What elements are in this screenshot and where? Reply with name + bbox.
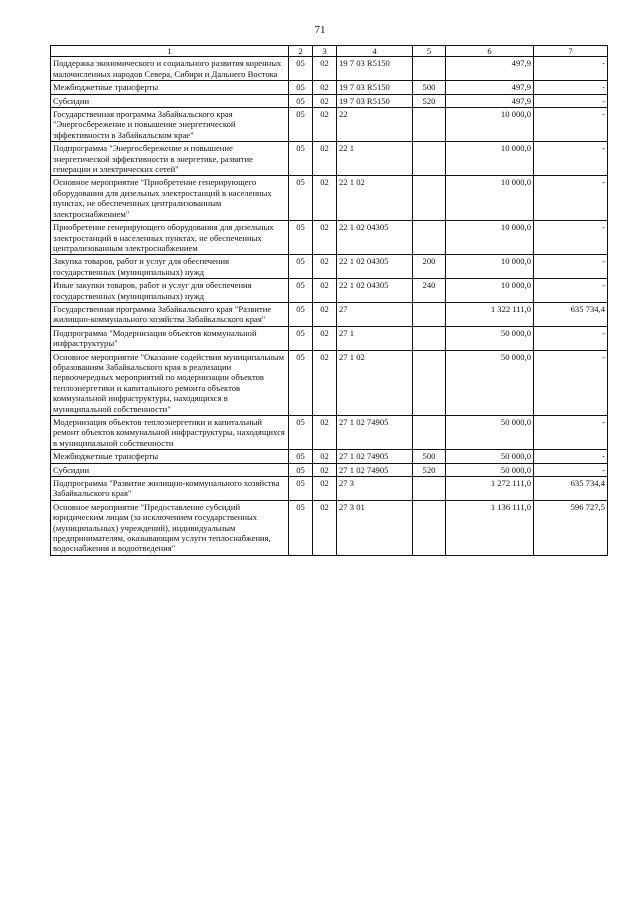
row-name: Государственная программа Забайкальского края "Энергосбережение и повышение энергетической эффективности в Забайкальском крае" <box>51 108 289 142</box>
table-row <box>51 57 608 81</box>
row-amount-1: 50 000,0 <box>446 350 534 415</box>
row-target-code: 27 3 <box>337 477 413 501</box>
row-subsection: 02 <box>313 500 337 555</box>
row-name: Субсидии <box>51 94 289 107</box>
row-subsection: 02 <box>313 142 337 176</box>
page-number: 71 <box>314 24 326 36</box>
row-expense-type <box>413 108 446 142</box>
table-row <box>51 500 608 555</box>
row-name: Межбюджетные трансферты <box>51 81 289 94</box>
table-row <box>51 326 608 350</box>
row-target-code: 27 1 02 <box>337 350 413 415</box>
row-expense-type <box>413 176 446 221</box>
row-expense-type <box>413 57 446 81</box>
row-target-code: 19 7 03 R5150 <box>337 94 413 107</box>
table-row <box>51 142 608 176</box>
row-subsection: 02 <box>313 221 337 255</box>
row-amount-1: 10 000,0 <box>446 221 534 255</box>
row-name: Государственная программа Забайкальского края "Развитие жилищно-коммунального хозяйства Забайкальского края" <box>51 302 289 326</box>
row-subsection: 02 <box>313 350 337 415</box>
row-expense-type: 200 <box>413 255 446 279</box>
header-col-1: 1 <box>51 46 289 57</box>
row-section: 05 <box>289 416 313 450</box>
row-expense-type: 520 <box>413 463 446 476</box>
row-amount-2: - <box>534 350 608 415</box>
row-subsection: 02 <box>313 302 337 326</box>
row-amount-1: 10 000,0 <box>446 176 534 221</box>
row-target-code: 22 1 02 <box>337 176 413 221</box>
row-section: 05 <box>289 279 313 303</box>
row-expense-type: 240 <box>413 279 446 303</box>
row-subsection: 02 <box>313 57 337 81</box>
row-amount-2: - <box>534 57 608 81</box>
header-col-6: 6 <box>446 46 534 57</box>
row-name: Межбюджетные трансферты <box>51 450 289 463</box>
row-section: 05 <box>289 463 313 476</box>
row-expense-type <box>413 350 446 415</box>
row-subsection: 02 <box>313 108 337 142</box>
row-amount-1: 50 000,0 <box>446 416 534 450</box>
row-section: 05 <box>289 94 313 107</box>
row-section: 05 <box>289 255 313 279</box>
row-target-code: 27 1 <box>337 326 413 350</box>
row-target-code: 27 1 02 74905 <box>337 450 413 463</box>
row-subsection: 02 <box>313 255 337 279</box>
row-amount-1: 497,9 <box>446 57 534 81</box>
row-subsection: 02 <box>313 81 337 94</box>
row-subsection: 02 <box>313 477 337 501</box>
row-expense-type: 520 <box>413 94 446 107</box>
row-amount-2: - <box>534 176 608 221</box>
row-amount-1: 497,9 <box>446 94 534 107</box>
table-row <box>51 108 608 142</box>
row-section: 05 <box>289 57 313 81</box>
row-section: 05 <box>289 500 313 555</box>
header-col-5: 5 <box>413 46 446 57</box>
row-name: Приобретение генерирующего оборудования для дизельных электростанций в населенных пунктах, не обеспеченных централизованным электроснабжением <box>51 221 289 255</box>
row-amount-2: - <box>534 463 608 476</box>
row-section: 05 <box>289 477 313 501</box>
row-target-code: 22 1 <box>337 142 413 176</box>
row-section: 05 <box>289 450 313 463</box>
row-subsection: 02 <box>313 279 337 303</box>
row-amount-1: 10 000,0 <box>446 279 534 303</box>
row-name: Основное мероприятие "Приобретение генерирующего оборудования для дизельных электростанций в населенных пунктах, не обеспеченных централизованным электроснабжением" <box>51 176 289 221</box>
row-amount-1: 1 272 111,0 <box>446 477 534 501</box>
row-subsection: 02 <box>313 326 337 350</box>
row-amount-1: 50 000,0 <box>446 463 534 476</box>
row-name: Основное мероприятие "Предоставление субсидий юридическим лицам (за исключением государственных (муниципальных) учреждений), индивидуальным предпринимателям, оказывающим услуги теплоснабжения, водоснабжения и водоотведения" <box>51 500 289 555</box>
row-subsection: 02 <box>313 463 337 476</box>
row-section: 05 <box>289 302 313 326</box>
row-name: Иные закупки товаров, работ и услуг для обеспечения государственных (муниципальных) нужд <box>51 279 289 303</box>
table-row <box>51 176 608 221</box>
row-amount-2: 635 734,4 <box>534 302 608 326</box>
row-name: Основное мероприятие "Оказание содействия муниципальным образованиям Забайкальского края в реализации первоочередных мероприятий по модернизации объектов теплоэнергетики и капитального ремонта объектов коммунальной инфраструктуры, находящихся в муниципальной собственности" <box>51 350 289 415</box>
row-target-code: 22 1 02 04305 <box>337 255 413 279</box>
row-section: 05 <box>289 350 313 415</box>
row-expense-type: 500 <box>413 450 446 463</box>
row-amount-2: - <box>534 279 608 303</box>
row-name: Подпрограмма "Модернизация объектов коммунальной инфраструктуры" <box>51 326 289 350</box>
row-subsection: 02 <box>313 94 337 107</box>
table-row <box>51 279 608 303</box>
row-amount-2: - <box>534 326 608 350</box>
row-amount-1: 1 322 111,0 <box>446 302 534 326</box>
row-target-code: 27 1 02 74905 <box>337 463 413 476</box>
row-target-code: 19 7 03 R5150 <box>337 57 413 81</box>
table-row <box>51 463 608 476</box>
header-col-7: 7 <box>534 46 608 57</box>
table-row <box>51 350 608 415</box>
row-expense-type <box>413 302 446 326</box>
row-target-code: 27 3 01 <box>337 500 413 555</box>
row-expense-type <box>413 477 446 501</box>
row-subsection: 02 <box>313 450 337 463</box>
row-expense-type <box>413 500 446 555</box>
row-subsection: 02 <box>313 416 337 450</box>
row-subsection: 02 <box>313 176 337 221</box>
row-amount-2: - <box>534 255 608 279</box>
header-col-3: 3 <box>313 46 337 57</box>
row-target-code: 27 <box>337 302 413 326</box>
table-row <box>51 94 608 107</box>
row-amount-2: - <box>534 450 608 463</box>
row-name: Закупка товаров, работ и услуг для обеспечения государственных (муниципальных) нужд <box>51 255 289 279</box>
row-name: Подпрограмма "Развитие жилищно-коммунального хозяйства Забайкальского края" <box>51 477 289 501</box>
row-name: Субсидии <box>51 463 289 476</box>
header-col-2: 2 <box>289 46 313 57</box>
row-expense-type <box>413 326 446 350</box>
row-amount-1: 10 000,0 <box>446 142 534 176</box>
table-row <box>51 416 608 450</box>
row-name: Модернизация объектов теплоэнергетики и капитальный ремонт объектов коммунальной инфраструктуры, находящихся в муниципальной собственности <box>51 416 289 450</box>
row-amount-2: 635 734,4 <box>534 477 608 501</box>
row-expense-type <box>413 221 446 255</box>
row-amount-1: 10 000,0 <box>446 108 534 142</box>
table-row <box>51 221 608 255</box>
row-section: 05 <box>289 108 313 142</box>
row-section: 05 <box>289 221 313 255</box>
row-amount-1: 50 000,0 <box>446 450 534 463</box>
row-name: Поддержка экономического и социального развития коренных малочисленных народов Севера, Сибири и Дальнего Востока <box>51 57 289 81</box>
row-target-code: 19 7 03 R5150 <box>337 81 413 94</box>
row-amount-1: 50 000,0 <box>446 326 534 350</box>
row-amount-2: - <box>534 221 608 255</box>
row-amount-1: 497,9 <box>446 81 534 94</box>
row-expense-type: 500 <box>413 81 446 94</box>
row-amount-2: - <box>534 108 608 142</box>
row-target-code: 22 1 02 04305 <box>337 279 413 303</box>
row-expense-type <box>413 416 446 450</box>
row-amount-2: - <box>534 81 608 94</box>
row-expense-type <box>413 142 446 176</box>
header-col-4: 4 <box>337 46 413 57</box>
row-amount-2: - <box>534 94 608 107</box>
row-amount-1: 10 000,0 <box>446 255 534 279</box>
header-row <box>51 46 608 57</box>
row-target-code: 22 <box>337 108 413 142</box>
table-row <box>51 477 608 501</box>
table-row <box>51 255 608 279</box>
budget-table <box>50 45 608 556</box>
table-row <box>51 302 608 326</box>
row-name: Подпрограмма "Энергосбережение и повышение энергетической эффективности в энергетике, развитие генерации и электрических сетей" <box>51 142 289 176</box>
row-target-code: 22 1 02 04305 <box>337 221 413 255</box>
row-target-code: 27 1 02 74905 <box>337 416 413 450</box>
table-row <box>51 81 608 94</box>
row-section: 05 <box>289 142 313 176</box>
table-row <box>51 450 608 463</box>
row-amount-2: - <box>534 416 608 450</box>
row-section: 05 <box>289 176 313 221</box>
row-section: 05 <box>289 81 313 94</box>
row-section: 05 <box>289 326 313 350</box>
row-amount-1: 1 136 111,0 <box>446 500 534 555</box>
row-amount-2: 596 727,5 <box>534 500 608 555</box>
row-amount-2: - <box>534 142 608 176</box>
